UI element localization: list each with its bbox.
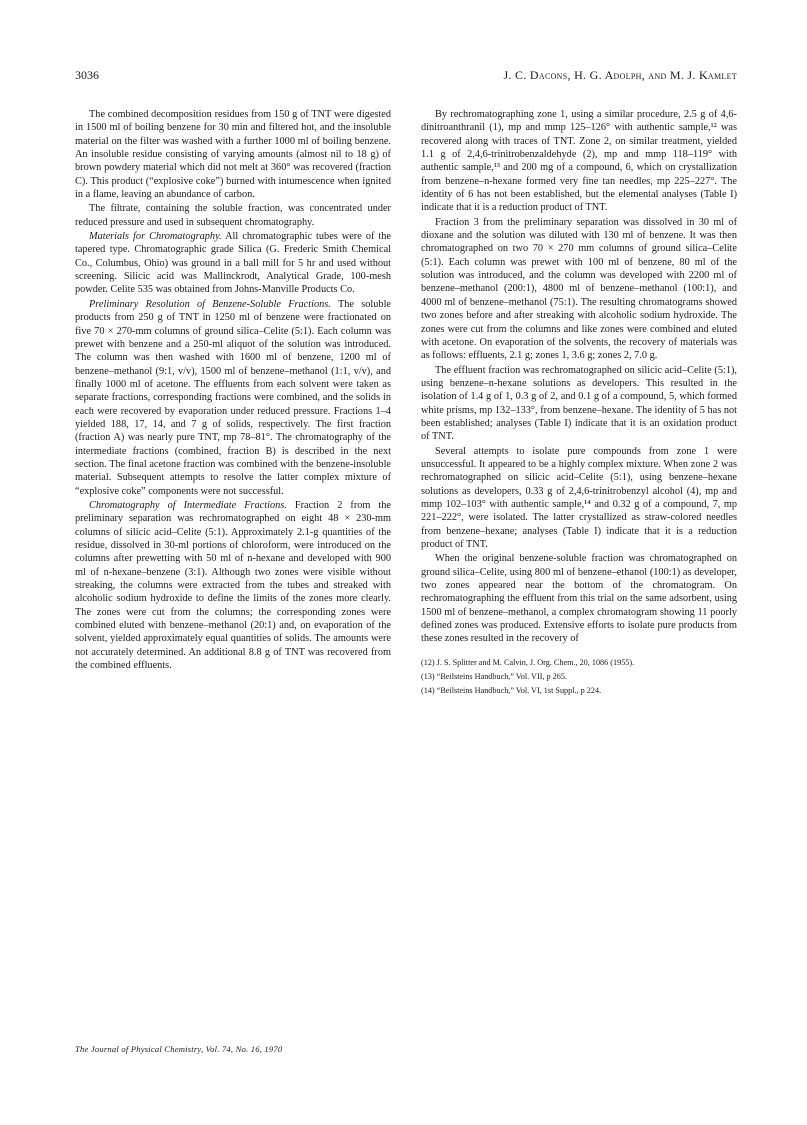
paragraph: When the original benzene-soluble fraction was chromatographed on ground silica–Celite, using 800 ml of benzene–ethanol (100:1) as developer, two zones appeared near the bottom of the chromatogram. On rechromatographing the effluent from this trial on the same adsorbent, using 1500 ml of benzene–methanol, a complex chromatogram showing 11 poorly defined zones was produced. Extensive efforts to isolate pure products from these zones resulted in the recovery of [421, 553, 737, 645]
paragraph [75, 298, 391, 498]
footnote: (12) J. S. Splitter and M. Calvin, J. Org. Chem., 20, 1086 (1955). [421, 657, 635, 667]
page-number: 3036 [75, 68, 99, 82]
footnote: (13) “Beilsteins Handbuch,” Vol. VII, p 265. [421, 671, 567, 681]
footnotes [421, 656, 737, 698]
paragraph: The effluent fraction was rechromatographed on silicic acid–Celite (5:1), using benzene–n-hexane solutions as developers. This resulted in the isolation of 1.4 g of 1, 0.3 g of 2, and 0.1 g of a compound, 5, which formed white prisms, mp 132–133°, from benzene–hexane. The identity of 5 has not been established; analyses (Table I) indicate that it is an oxidation product of TNT. [421, 364, 737, 443]
left-column [75, 108, 391, 672]
paragraph: Fraction 3 from the preliminary separation was dissolved in 30 ml of dioxane and the solution was diluted with 130 ml of benzene. It was then chromatographed on two 70 × 270 mm columns of ground silica–Celite (5:1). Each column was prewet with 100 ml of benzene, 80 ml of the solution was introduced, and the column was developed with 2200 ml of benzene–methanol (200:1), 4800 ml of benzene–methanol (100:1), and 4000 ml of benzene–methanol (75:1). The resulting chromatograms showed two zones before and after streaking with alcoholic sodium hydroxide. The zones were cut from the columns and like zones were combined and eluted with acetone. On evaporation of the solvents, the recovery of materials was as follows: effluents, 2.1 g; zones 1, 3.6 g; zones 2, 7.0 g. [421, 216, 737, 362]
paragraph: The filtrate, containing the soluble fraction, was concentrated under reduced pressure and used in subsequent chromatography. [75, 203, 391, 228]
journal-footer: The Journal of Physical Chemistry, Vol. 74, No. 16, 1970 [75, 1044, 283, 1054]
paragraph: Several attempts to isolate pure compounds from zone 1 were unsuccessful. It appeared to be a highly complex mixture. When zone 2 was rechromatographed on silicic acid–Celite (5:1), using benzene–hexane solutions as developers, 0.33 g of 2,4,6-trinitrobenzyl alcohol (4), mp and mmp 102–103° with authentic sample,¹⁴ and 0.32 g of a compound, 7, mp 221–222°, were isolated. The latter crystallized as straw-colored needles from benzene–hexane; analyses (Table I) indicate that it is a reduction product of TNT. [421, 445, 737, 550]
paragraph [75, 499, 391, 672]
paragraph: The combined decomposition residues from 150 g of TNT were digested in 1500 ml of boiling benzene for 30 min and filtered hot, and the insoluble material on the filter was washed with a further 1000 ml of boiling benzene. An insoluble residue consisting of varying amounts (almost nil to 18 g) of brown powdery material which did not melt at 360° was recovered (fraction C). This product (“explosive coke”) burned with intumescence when ignited in a flame, leaving an abundance of carbon. [75, 109, 391, 201]
paragraph-body: All chromatographic tubes were of the tapered type. Chromatographic grade Silica (G. Frederic Smith Chemical Co., Columbus, Ohio) was ground in a ball mill for 5 hr and used without screening. Silicic acid was Mallinckrodt, Analytical Grade, 100-mesh powder. Celite 535 was obtained from Johns-Manville Products Co. [75, 231, 391, 296]
footnote: (14) “Beilsteins Handbuch,” Vol. VI, 1st Suppl., p 224. [421, 685, 602, 695]
paragraph-body: The soluble products from 250 g of TNT in 1250 ml of benzene were fractionated on five 70 × 270-mm columns of ground silica–Celite (5:1). Each column was prewet with benzene and a 250-ml aliquot of the solution was introduced. The column was then washed with 1600 ml of benzene, 1200 ml of benzene–methanol (9:1, v/v), 1500 ml of benzene–methanol (1:1, v/v), and finally 1000 ml of acetone. The effluents from each solvent were taken as separate fractions, corresponding fractions were combined, and the solids in each were recovered by evaporation under reduced pressure. Fractions 1–4 yielded 188, 17, 14, and 7 g of solids, respectively. The first fraction (fraction A) was nearly pure TNT, mp 78–81°. The chromatography of the intermediate fractions (combined, fraction B) is described in the next section. The final acetone fraction was combined with the benzene-insoluble material. Subsequent attempts to resolve the latter complex mixture of “explosive coke” components were not successful. [75, 298, 391, 497]
paragraph: By rechromatographing zone 1, using a similar procedure, 2.5 g of 4,6-dinitroanthranil (1), mp and mmp 125–126° with authentic sample,¹² was recovered along with traces of TNT. Zone 2, on similar treatment, yielded 1.1 g of 2,4,6-trinitrobenzaldehyde (2), mp and mmp 118–119° with authentic sample,¹³ and 200 mg of a compound, 6, which on crystallization from benzene–n-hexane formed very fine tan needles, mp 225–227°. The identity of 6 has not been established, but the elemental analyses (Table I) indicate that it is a reduction product of TNT. [421, 109, 737, 214]
paragraph [75, 230, 391, 297]
section-heading: Preliminary Resolution of Benzene-Soluble Fractions. [89, 298, 331, 310]
running-authors: J. C. Dacons, H. G. Adolph, and M. J. Kamlet [503, 68, 737, 82]
section-heading: Chromatography of Intermediate Fractions. [89, 499, 287, 511]
section-heading: Materials for Chromatography. [89, 231, 222, 243]
right-column [421, 108, 737, 698]
paragraph-body: Fraction 2 from the preliminary separation was rechromatographed on eight 48 × 230-mm columns of silicic acid–Celite (5:1). Approximately 2.1-g quantities of the residue, dissolved in 30-ml portions of chloroform, were introduced on the columns after prewetting with 50 ml of n-hexane and developed with 900 ml of n-hexane–benzene (3:1). Although two zones were visible without streaking, the columns were extracted from the tubes and streaked with alcoholic sodium hydroxide to define the limits of the zones more clearly. The zones were cut from the columns; the corresponding zones were combined eluted with benzene–methanol (20:1) and, on evaporation of the solvent, yielded approximately equal quantities of solids. The amounts were not accurately determined. An additional 8.8 g of TNT was recovered from the combined effluents. [75, 499, 392, 672]
